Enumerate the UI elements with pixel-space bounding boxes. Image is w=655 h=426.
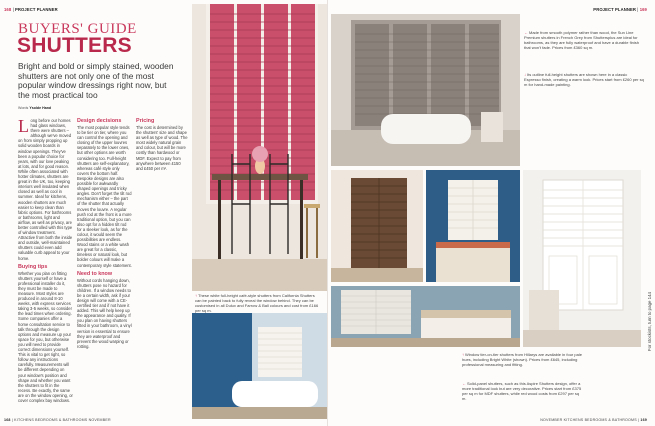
grey-shutters-illustration: [331, 14, 520, 166]
caption-hillarys-text: Window tier-on-tier shutters from Hillarys are available in four pale hues, including Bright White (shown). Prices from £645, including professional measuring and fitting.: [462, 352, 582, 367]
photo-french-grey-shutters: [331, 14, 520, 166]
subhead-buying-tips: Buying tips: [18, 263, 48, 270]
dining-room-illustration: [192, 4, 327, 291]
blue-wall-illustration: [426, 170, 520, 282]
subhead-pricing: Pricing: [136, 118, 155, 124]
article-kicker: BUYERS' GUIDE: [18, 21, 137, 37]
right-header-page-number: 169: [639, 7, 647, 12]
caption-top-right: [524, 30, 644, 50]
left-header-section: PROJECT PLANNER: [15, 7, 58, 12]
buying-tips-text: Whether you plan on fitting shutters yourself or have a professional installer do it, they must be made to measure. Most styles are produced in around 8-10 weeks, with express services taking 3-5 weeks, so consider the lead times when ordering. Some companies offer a home consultation service to talk through the design options and measure up your space for you, but otherwise you will need to provide correct dimensions yourself. This is vital to get right, so follow any instructions carefully. Measurements will be different depending on your window's position and shape and whether you want the shutters to fit in the recess. Be exactly, the same are on the window opening, or cover complex bay windows.: [18, 270, 73, 403]
caption-main-text: These white full-height café-style shutters from California Shutters can be painted back to fully reveal the window behind. They can be customised in all Dulux and Farrow & Ball colours and cost from £166 per sq m.: [195, 293, 319, 313]
spine-gutter: [327, 0, 328, 426]
article-column-3: [136, 118, 188, 413]
caption-main-photo: [195, 293, 321, 313]
drop-cap: L: [18, 118, 29, 136]
right-footer-page-number: 169: [640, 418, 647, 422]
bedroom-illustration: [331, 286, 520, 347]
byline-label: Words: [18, 106, 29, 110]
byline-author: Ysolde Hand: [29, 106, 52, 110]
espresso-shutters-illustration: [331, 170, 423, 282]
solid-panel-illustration: [523, 170, 641, 347]
left-page-header: 168 | PROJECT PLANNER: [4, 7, 58, 12]
right-header-section: PROJECT PLANNER: [593, 7, 636, 12]
article-standfirst: Bright and bold or simply stained, wooden shutters are not only one of the most popular window dressings right now, but the most practical too: [18, 61, 174, 100]
need-to-know-text: Without cords hanging down, shutters pose no hazard for children. If a window needs to be a certain width, ask if your design will come with a CE-certified tier and if not have it added. This will help keep up the appearance and quality. If you plan on having shutters fitted in your bathroom, a vinyl version is essential to ensure they are waterproof and prevent the wood warping or rotting.: [77, 277, 132, 349]
subhead-need-to-know: Need to know: [77, 270, 113, 277]
article-column-1: [18, 118, 73, 413]
article-byline: [18, 106, 51, 110]
left-page-footer: 168 | KITCHENS BEDROOMS & BATHROOMS NOVEMBER: [4, 418, 111, 422]
caption-arrow-icon: ↑: [462, 352, 464, 357]
intro-paragraph: [18, 118, 73, 261]
right-page-footer: NOVEMBER KITCHENS BEDROOMS & BATHROOMS | 169: [540, 418, 647, 422]
caption-arrow-icon: ←: [462, 381, 466, 386]
caption-aspire: [462, 381, 582, 401]
left-footer-page-number: 168: [4, 418, 11, 422]
caption-arrow-icon: ↑: [195, 293, 197, 298]
caption-aspire-text: Solid-panel shutters, such as this Aspire Shutters design, offer a more traditional look but are very decorative. Prices start from £375 per sq m for MDF shutters, while red wood costs from £297 per sq m.: [462, 381, 582, 401]
caption-top-text: Made from smooth polymer rather than wood, the Sun Line Premium shutters in French Grey from Shuttersplus are ideal for bathrooms, as they are fully waterproof and have a durable finish that won't fade. Prices from £360 sq m.: [524, 30, 639, 50]
photo-blue-wall-shutters: [426, 170, 520, 282]
photo-solid-panel-shutters: [523, 170, 641, 347]
photo-blue-bathroom-shutters: [192, 313, 327, 419]
stockists-text: For stockists, turn to page 144: [647, 292, 652, 352]
right-page-header: PROJECT PLANNER | 169: [593, 7, 647, 12]
left-footer-title: KITCHENS BEDROOMS & BATHROOMS NOVEMBER: [14, 418, 111, 422]
caption-espresso-text: Its outline full-height shutters are shown here in a classic Espresso finish, creating a warm look. Prices start from £260 per sq m for hand-made painting.: [524, 72, 644, 87]
article-column-2: [77, 118, 132, 413]
photo-espresso-shutters: [331, 170, 423, 282]
caption-hillarys: [462, 352, 582, 367]
photo-bedroom-shutters: [331, 286, 520, 347]
subhead-design-decisions: Design decisions: [77, 118, 122, 124]
right-footer-title: NOVEMBER KITCHENS BEDROOMS & BATHROOMS: [540, 418, 637, 422]
article-headline: SHUTTERS: [17, 34, 132, 57]
caption-arrow-icon: ↓: [524, 72, 526, 77]
bathroom-illustration: [192, 313, 327, 419]
left-header-page-number: 168: [4, 7, 12, 12]
stockists-sidebar: [646, 292, 654, 402]
intro-text: ong before our homes had glass windows, there were shutters – although we've moved on from simply propping up solid wooden boards in window openings. They've been a popular choice for years, with our love peaking at lots, and for good reason. While often associated with hotter climates, shutters are great in the UK, too, keeping interiors well insulated when closed as well as cool in summer. Ideal for kitchens, wooden shutters are much easier to keep clean than fabric options. For bathrooms or bathrooms, light and airflow, as well as privacy, are better controlled with this type of window treatment. Attractive from both the inside and outside, well-maintained shutters could even add valuable curb appeal to your home.: [18, 118, 73, 261]
pricing-text: The cost is determined by the shutters' size and shape as well as type of wood. The most widely natural grain and colour, but will be more costly than hardwood or MDF. Expect to pay from anywhere between £150 and £450 per m².: [136, 125, 188, 171]
caption-arrow-icon: ←: [524, 30, 528, 35]
photo-dining-room-shutters: [192, 4, 327, 291]
design-decisions-text: The most popular style tends to be tier on tier, where you can control the opening and closing of the upper louvres separately to the lower ones, but other options are worth considering too. Full-height shutters are self-explanatory, whereas café style only covers the bottom half. Bespoke designs are also possible for awkwardly shaped openings and tricky angles. Don't forget the tilt rod mechanism either – the part of the shutter that actually moves the louvre. A regular push rod at the front is a more traditional option, but you can also opt for a hidden tilt rod for a sleeker look, as for the colour, it would seem the possibilities are endless. Wood stains or a white wash are great for a classic, timeless or natural look, but bolder colours will make a contemporary style statement.: [77, 125, 132, 268]
caption-espresso: [524, 72, 644, 87]
